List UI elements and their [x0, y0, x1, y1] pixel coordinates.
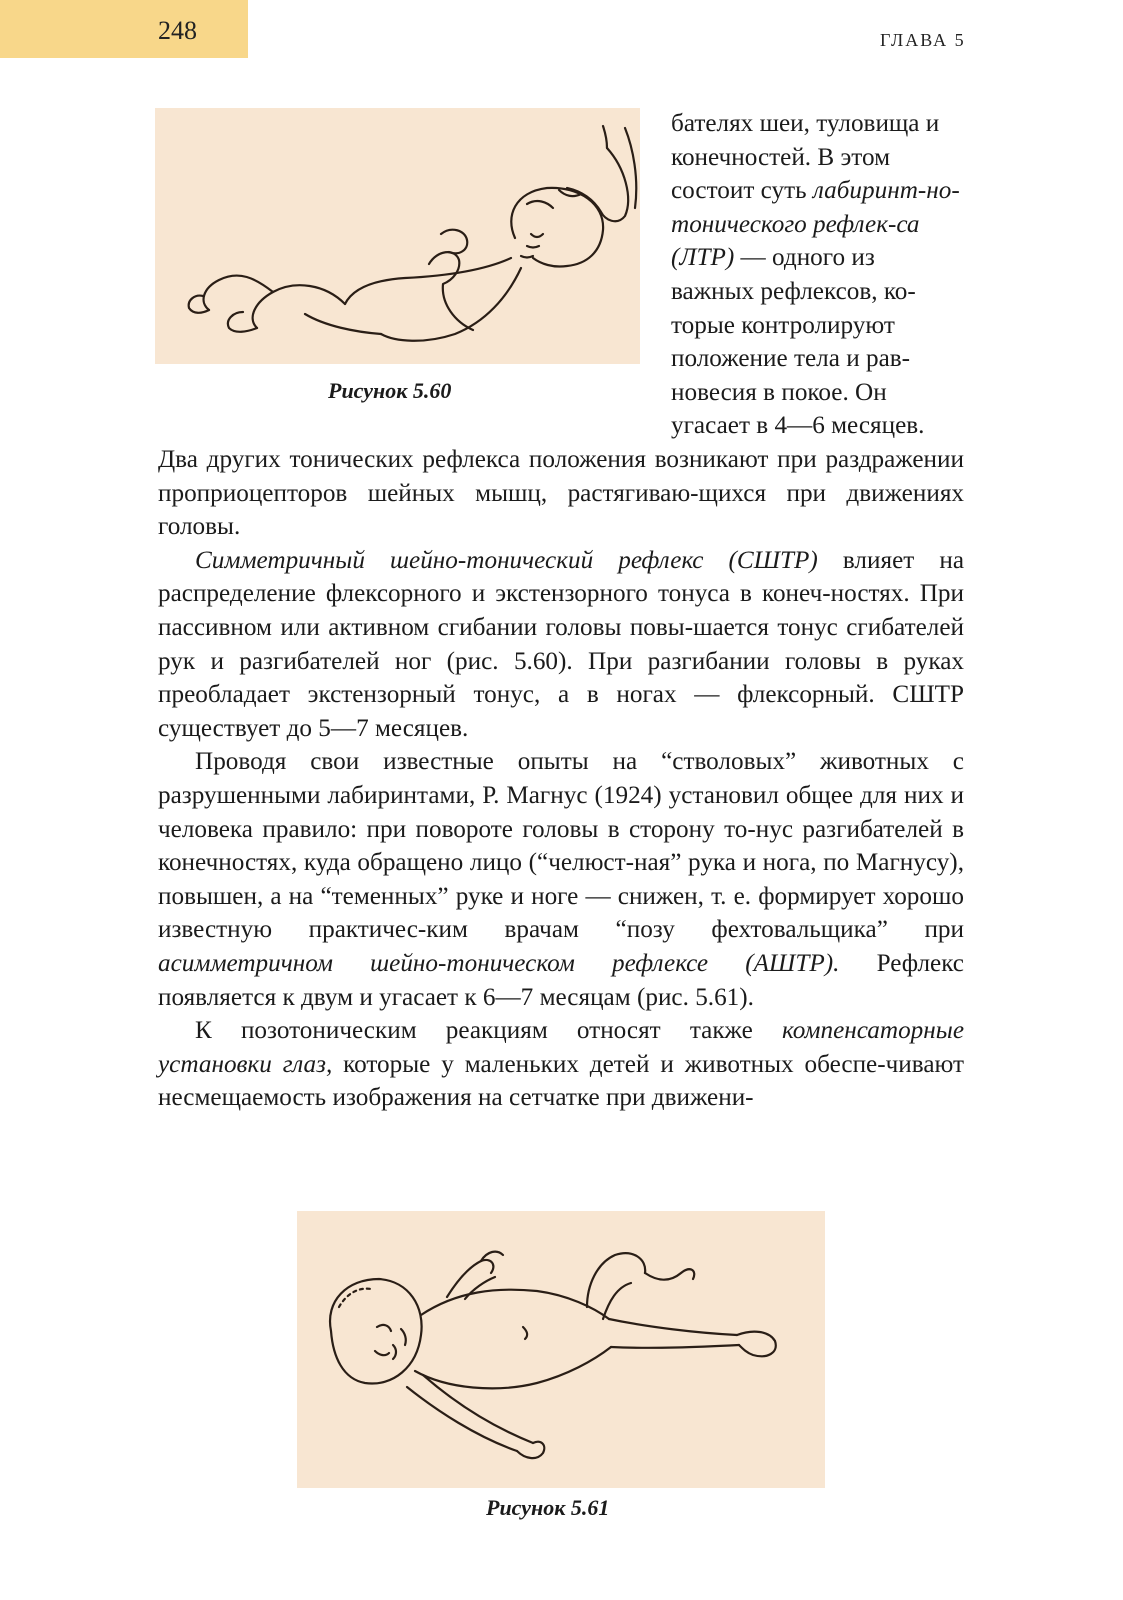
body-paragraph	[158, 443, 964, 544]
figure-5-60-illustration	[155, 108, 640, 364]
term-ashtr: асимметричном шейно-тоническом рефлексе (АШТР).	[158, 949, 840, 977]
figure-5-60-caption: Рисунок 5.60	[328, 378, 452, 403]
body-paragraph	[158, 544, 964, 746]
side-paragraph	[671, 107, 964, 443]
term-shtr: Симметричный шейно-тонический рефлекс (СШТР)	[195, 546, 818, 574]
figure-5-61-illustration	[297, 1211, 825, 1488]
side-text-column	[671, 107, 964, 443]
body-paragraph	[158, 1014, 964, 1115]
main-text-column	[158, 443, 964, 1115]
body-paragraph	[158, 745, 964, 1014]
text-run: Рефлекс появляется к двум и угасает к 6—7 месяцам (рис. 5.61).	[158, 949, 964, 1011]
text-run: Проводя свои известные опыты на “стволовых” животных с разрушенными лабиринтами, Р. Магнус (1924) установил общее для них и человека правило: при повороте головы в сторону то-нус разгибателей в конечностях, куда обращено лицо (“челюст-ная” рука и нога, по Магнусу), повышен, а на “теменных” руке и ноге — снижен, т. е. формирует хорошо известную практичес-ким врачам “позу фехтовальщика” при	[158, 748, 964, 944]
term-ltr: лабиринт-но-тонического рефлек-са (ЛТР)	[671, 177, 960, 272]
infant-supine-head-flexed-drawing	[155, 108, 640, 364]
figure-5-61-caption: Рисунок 5.61	[486, 1495, 610, 1520]
text-run: влияет на распределение флексорного и экстензорного тонуса в конеч-ностях. При пассивном или активном сгибании головы повы-шается тонус сгибателей рук и разгибателей ног (рис. 5.60). При разгибании головы в руках преобладает экстензорный тонус, а в ногах — флексорный. СШТР существует до 5—7 месяцев.	[158, 546, 964, 742]
text-run: — одного из важных рефлексов, ко-торые контролируют положение тела и рав-новесия в покое. Он угасает в 4—6 месяцев.	[671, 244, 925, 440]
text-run: которые у маленьких детей и животных обеспе-чивают несмещаемость изображения на сетчатке при движени-	[158, 1050, 964, 1112]
text-run: бателях шеи, туловища и конечностей. В этом состоит суть	[671, 110, 940, 205]
text-run: К позотоническим реакциям относят также	[195, 1017, 782, 1045]
term-eye-compensation: компенсаторные установки глаз,	[158, 1017, 964, 1078]
infant-fencer-posture-drawing	[297, 1211, 825, 1488]
text-run: Два других тонических рефлекса положения возникают при раздражении проприоцепторов шейных мышц, растягиваю-щихся при движениях головы.	[158, 446, 964, 541]
chapter-title: ГЛАВА 5	[880, 30, 966, 50]
page-number: 248	[0, 0, 248, 58]
